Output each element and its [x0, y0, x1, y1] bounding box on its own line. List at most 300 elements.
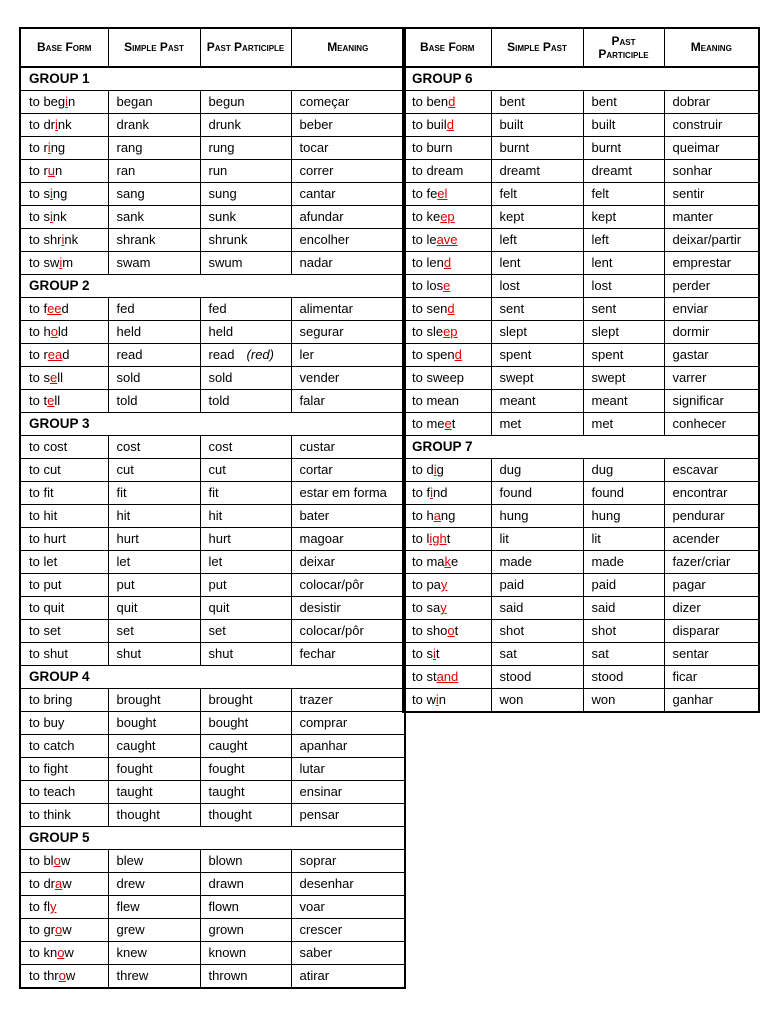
- simple-past-cell: spent: [491, 344, 583, 367]
- simple-past-cell: felt: [491, 183, 583, 206]
- highlighted-letters: e: [444, 416, 452, 431]
- highlighted-letters: i: [435, 692, 439, 707]
- base-form-prefix: to buy: [29, 715, 65, 730]
- past-participle-cell: [200, 390, 291, 413]
- base-form-cell: [403, 229, 491, 252]
- table-row: [403, 206, 759, 229]
- simple-past-cell: shut: [108, 643, 200, 666]
- header-past-participle: Past Participle: [583, 28, 664, 67]
- past-participle-text: paid: [591, 577, 617, 592]
- base-form-cell: [20, 183, 108, 206]
- past-participle-text: said: [591, 600, 616, 615]
- past-participle-cell: [200, 206, 291, 229]
- highlighted-letters: i: [55, 117, 58, 132]
- past-participle-cell: [200, 252, 291, 275]
- meaning-cell: sentar: [664, 643, 759, 666]
- simple-past-cell: brought: [108, 689, 200, 712]
- base-form-cell: [20, 689, 108, 712]
- simple-past-cell: hurt: [108, 528, 200, 551]
- past-participle-text: lost: [591, 278, 612, 293]
- group-title: GROUP 3: [20, 413, 405, 436]
- table-row: [403, 574, 759, 597]
- base-form-suffix: ld: [57, 324, 69, 339]
- simple-past-cell: burnt: [491, 137, 583, 160]
- table-row: [20, 597, 405, 620]
- base-form-cell: [20, 505, 108, 528]
- base-form-suffix: g: [436, 462, 444, 477]
- past-participle-cell: [200, 459, 291, 482]
- simple-past-cell: held: [108, 321, 200, 344]
- table-row: [403, 482, 759, 505]
- base-form-cell: [403, 413, 491, 436]
- past-participle-cell: [200, 160, 291, 183]
- simple-past-cell: blew: [108, 850, 200, 873]
- past-participle-text: sung: [208, 186, 237, 201]
- base-form-cell: [20, 91, 108, 114]
- meaning-cell: dobrar: [664, 91, 759, 114]
- table-row: [403, 459, 759, 482]
- base-form-cell: [20, 252, 108, 275]
- simple-past-cell: dreamt: [491, 160, 583, 183]
- base-form-prefix: to teach: [29, 784, 76, 799]
- simple-past-cell: slept: [491, 321, 583, 344]
- meaning-cell: lutar: [291, 758, 405, 781]
- highlighted-letters: igh: [429, 531, 447, 546]
- past-participle-text: drawn: [208, 876, 244, 891]
- meaning-cell: dormir: [664, 321, 759, 344]
- base-form-suffix: e: [451, 554, 459, 569]
- simple-past-cell: sold: [108, 367, 200, 390]
- meaning-cell: varrer: [664, 367, 759, 390]
- base-form-prefix: to r: [29, 347, 48, 362]
- base-form-prefix: to sho: [412, 623, 448, 638]
- past-participle-cell: [200, 942, 291, 965]
- past-participle-text: built: [591, 117, 616, 132]
- base-form-suffix: nk: [57, 117, 72, 132]
- highlighted-letters: u: [47, 163, 56, 178]
- table-row: [403, 344, 759, 367]
- meaning-cell: comprar: [291, 712, 405, 735]
- base-form-suffix: ng: [440, 508, 456, 523]
- highlighted-letters: i: [59, 255, 63, 270]
- base-form-cell: [20, 528, 108, 551]
- highlighted-letters: a: [55, 876, 63, 891]
- simple-past-cell: sat: [491, 643, 583, 666]
- past-participle-cell: [583, 528, 664, 551]
- base-form-prefix: to bring: [29, 692, 73, 707]
- meaning-cell: alimentar: [291, 298, 405, 321]
- past-participle-cell: [583, 459, 664, 482]
- past-participle-text: let: [208, 554, 223, 569]
- base-form-prefix: to hurt: [29, 531, 66, 546]
- past-participle-text: rung: [208, 140, 235, 155]
- group-row: [403, 436, 759, 459]
- base-form-prefix: to los: [412, 278, 444, 293]
- past-participle-cell: [583, 160, 664, 183]
- base-form-prefix: to burn: [412, 140, 453, 155]
- highlighted-letters: and: [436, 669, 459, 684]
- highlighted-letters: i: [65, 94, 69, 109]
- base-form-prefix: to fl: [29, 899, 50, 914]
- base-form-prefix: to dr: [29, 117, 56, 132]
- highlighted-letters: e: [47, 393, 55, 408]
- simple-past-cell: caught: [108, 735, 200, 758]
- past-participle-cell: [200, 919, 291, 942]
- meaning-cell: encontrar: [664, 482, 759, 505]
- past-participle-text: taught: [208, 784, 245, 799]
- simple-past-cell: knew: [108, 942, 200, 965]
- base-form-suffix: ll: [54, 393, 61, 408]
- base-form-prefix: to sweep: [412, 370, 465, 385]
- meaning-cell: gastar: [664, 344, 759, 367]
- simple-past-cell: shot: [491, 620, 583, 643]
- header-simple-past: Simple Past: [108, 28, 200, 67]
- base-form-prefix: to len: [412, 255, 444, 270]
- base-form-cell: [20, 229, 108, 252]
- past-participle-cell: [200, 781, 291, 804]
- past-participle-cell: [200, 229, 291, 252]
- meaning-cell: fechar: [291, 643, 405, 666]
- highlighted-letters: ep: [443, 324, 458, 339]
- past-participle-text: shut: [208, 646, 234, 661]
- meaning-cell: enviar: [664, 298, 759, 321]
- table-row: [20, 114, 405, 137]
- meaning-cell: crescer: [291, 919, 405, 942]
- past-participle-cell: [200, 298, 291, 321]
- simple-past-cell: fought: [108, 758, 200, 781]
- table-row: [403, 229, 759, 252]
- simple-past-cell: made: [491, 551, 583, 574]
- base-form-cell: [20, 459, 108, 482]
- past-participle-text: told: [208, 393, 230, 408]
- table-row: [403, 275, 759, 298]
- past-participle-cell: [200, 896, 291, 919]
- base-form-suffix: ng: [50, 140, 66, 155]
- table-row: [20, 643, 405, 666]
- past-participle-text: known: [208, 945, 247, 960]
- base-form-prefix: to ben: [412, 94, 449, 109]
- header-simple-past: Simple Past: [491, 28, 583, 67]
- base-form-cell: [20, 551, 108, 574]
- meaning-cell: pendurar: [664, 505, 759, 528]
- past-participle-cell: [200, 873, 291, 896]
- past-participle-cell: [200, 367, 291, 390]
- past-participle-cell: [583, 666, 664, 689]
- past-participle-text: fought: [208, 761, 245, 776]
- simple-past-cell: thought: [108, 804, 200, 827]
- table-row: [403, 367, 759, 390]
- base-form-prefix: to s: [29, 209, 50, 224]
- past-participle-cell: [583, 298, 664, 321]
- base-form-cell: [20, 137, 108, 160]
- base-form-cell: [403, 275, 491, 298]
- past-participle-cell: [200, 735, 291, 758]
- table-row: [20, 229, 405, 252]
- base-form-prefix: to put: [29, 577, 62, 592]
- highlighted-letters: d: [443, 255, 452, 270]
- base-form-cell: [20, 850, 108, 873]
- table-row: [20, 574, 405, 597]
- table-row: [403, 666, 759, 689]
- highlighted-letters: d: [454, 347, 462, 362]
- table-row: [20, 712, 405, 735]
- table-row: [403, 321, 759, 344]
- table-row: [403, 689, 759, 713]
- group-row: [20, 413, 405, 436]
- base-form-prefix: to sa: [412, 600, 441, 615]
- past-participle-cell: [583, 367, 664, 390]
- base-form-cell: [20, 873, 108, 896]
- meaning-cell: voar: [291, 896, 405, 919]
- table-row: [20, 781, 405, 804]
- past-participle-text: hung: [591, 508, 621, 523]
- highlighted-letters: i: [61, 232, 65, 247]
- base-form-suffix: d: [62, 347, 70, 362]
- table-row: [403, 528, 759, 551]
- base-form-cell: [20, 620, 108, 643]
- meaning-cell: conhecer: [664, 413, 759, 436]
- past-participle-text: swum: [208, 255, 243, 270]
- base-form-cell: [20, 758, 108, 781]
- past-participle-text: lent: [591, 255, 613, 270]
- simple-past-cell: fit: [108, 482, 200, 505]
- past-participle-cell: [200, 551, 291, 574]
- meaning-cell: fazer/criar: [664, 551, 759, 574]
- meaning-cell: estar em forma: [291, 482, 405, 505]
- past-participle-text: made: [591, 554, 625, 569]
- header-base-form: Base Form: [403, 28, 491, 67]
- highlighted-letters: o: [55, 922, 63, 937]
- base-form-suffix: nk: [64, 232, 79, 247]
- past-participle-text: bent: [591, 94, 617, 109]
- meaning-cell: encolher: [291, 229, 405, 252]
- table-row: [20, 183, 405, 206]
- table-row: [403, 597, 759, 620]
- table-row: [20, 528, 405, 551]
- meaning-cell: beber: [291, 114, 405, 137]
- highlighted-letters: i: [430, 485, 433, 500]
- simple-past-cell: rang: [108, 137, 200, 160]
- base-form-prefix: to sw: [29, 255, 60, 270]
- past-participle-text: read: [208, 347, 235, 362]
- base-form-suffix: n: [438, 692, 446, 707]
- simple-past-cell: let: [108, 551, 200, 574]
- base-form-cell: [20, 114, 108, 137]
- base-form-prefix: to w: [412, 692, 436, 707]
- simple-past-cell: told: [108, 390, 200, 413]
- base-form-cell: [403, 321, 491, 344]
- table-row: [20, 436, 405, 459]
- base-form-cell: [20, 344, 108, 367]
- simple-past-cell: swept: [491, 367, 583, 390]
- past-participle-text: dug: [591, 462, 614, 477]
- table-row: [20, 459, 405, 482]
- base-form-cell: [20, 482, 108, 505]
- past-participle-text: slept: [591, 324, 619, 339]
- past-participle-cell: [200, 482, 291, 505]
- base-form-prefix: to fit: [29, 485, 54, 500]
- meaning-cell: apanhar: [291, 735, 405, 758]
- table-row: [403, 390, 759, 413]
- past-participle-cell: [583, 229, 664, 252]
- past-participle-cell: [200, 574, 291, 597]
- base-form-prefix: to d: [412, 462, 434, 477]
- base-form-cell: [403, 367, 491, 390]
- group-title: GROUP 7: [403, 436, 759, 459]
- past-participle-text: kept: [591, 209, 617, 224]
- base-form-cell: [403, 459, 491, 482]
- past-participle-text: sunk: [208, 209, 236, 224]
- base-form-cell: [403, 689, 491, 713]
- past-participle-cell: [200, 620, 291, 643]
- base-form-cell: [403, 206, 491, 229]
- group-title: GROUP 6: [403, 67, 759, 91]
- base-form-prefix: to dream: [412, 163, 464, 178]
- simple-past-cell: put: [108, 574, 200, 597]
- group-row: [20, 666, 405, 689]
- header-meaning: Meaning: [291, 28, 405, 67]
- table-row: [20, 758, 405, 781]
- simple-past-cell: found: [491, 482, 583, 505]
- past-participle-text: bought: [208, 715, 249, 730]
- base-form-prefix: to s: [412, 646, 433, 661]
- meaning-cell: construir: [664, 114, 759, 137]
- simple-past-cell: met: [491, 413, 583, 436]
- past-participle-cell: [200, 344, 291, 367]
- base-form-cell: [403, 620, 491, 643]
- meaning-cell: queimar: [664, 137, 759, 160]
- past-participle-cell: [200, 114, 291, 137]
- past-participle-text: brought: [208, 692, 253, 707]
- base-form-suffix: t: [451, 416, 456, 431]
- table-row: [20, 850, 405, 873]
- table-row: [20, 206, 405, 229]
- past-participle-text: set: [208, 623, 226, 638]
- highlighted-letters: i: [47, 140, 51, 155]
- simple-past-cell: stood: [491, 666, 583, 689]
- past-participle-text: begun: [208, 94, 245, 109]
- base-form-cell: [20, 781, 108, 804]
- base-form-cell: [403, 528, 491, 551]
- base-form-prefix: to le: [412, 232, 437, 247]
- table-row: [403, 160, 759, 183]
- table-row: [20, 965, 405, 989]
- meaning-cell: manter: [664, 206, 759, 229]
- past-participle-text: caught: [208, 738, 248, 753]
- base-form-prefix: to st: [412, 669, 437, 684]
- base-form-suffix: nk: [52, 209, 67, 224]
- verb-table-right: [402, 27, 760, 713]
- header-base-form: Base Form: [20, 28, 108, 67]
- base-form-cell: [403, 666, 491, 689]
- past-participle-text: burnt: [591, 140, 622, 155]
- highlighted-letters: d: [446, 117, 454, 132]
- past-participle-text: hurt: [208, 531, 231, 546]
- meaning-cell: deixar: [291, 551, 405, 574]
- highlighted-letters: ep: [440, 209, 455, 224]
- past-participle-cell: [583, 137, 664, 160]
- table-row: [20, 919, 405, 942]
- past-participle-text: found: [591, 485, 625, 500]
- table-row: [20, 367, 405, 390]
- base-form-suffix: nd: [432, 485, 448, 500]
- meaning-cell: desistir: [291, 597, 405, 620]
- highlighted-letters: d: [447, 301, 455, 316]
- base-form-prefix: to hit: [29, 508, 58, 523]
- highlighted-letters: o: [58, 968, 66, 983]
- meaning-cell: saber: [291, 942, 405, 965]
- table-row: [403, 114, 759, 137]
- past-participle-text: drunk: [208, 117, 242, 132]
- simple-past-cell: sang: [108, 183, 200, 206]
- base-form-cell: [20, 367, 108, 390]
- base-form-suffix: w: [64, 945, 74, 960]
- base-form-suffix: w: [65, 968, 76, 983]
- table-row: [20, 344, 405, 367]
- past-participle-text: hit: [208, 508, 223, 523]
- base-form-prefix: to pa: [412, 577, 441, 592]
- meaning-cell: correr: [291, 160, 405, 183]
- highlighted-letters: k: [444, 554, 452, 569]
- header-past-participle: Past Participle: [200, 28, 291, 67]
- table-row: [403, 91, 759, 114]
- base-form-cell: [20, 896, 108, 919]
- past-participle-text: stood: [591, 669, 624, 684]
- base-form-cell: [403, 505, 491, 528]
- past-participle-text: run: [208, 163, 228, 178]
- past-participle-text: swept: [591, 370, 626, 385]
- past-participle-cell: [200, 528, 291, 551]
- past-participle-text: sold: [208, 370, 233, 385]
- table-row: [20, 735, 405, 758]
- table-row: [20, 505, 405, 528]
- past-participle-cell: [583, 344, 664, 367]
- base-form-suffix: m: [62, 255, 74, 270]
- simple-past-cell: sank: [108, 206, 200, 229]
- highlighted-letters: o: [53, 853, 61, 868]
- meaning-cell: atirar: [291, 965, 405, 989]
- past-participle-cell: [583, 574, 664, 597]
- base-form-cell: [403, 252, 491, 275]
- past-participle-cell: [200, 712, 291, 735]
- base-form-cell: [20, 643, 108, 666]
- past-participle-cell: [583, 689, 664, 713]
- base-form-cell: [20, 390, 108, 413]
- group-row: [403, 67, 759, 91]
- verb-table-left: [19, 27, 406, 989]
- meaning-cell: sonhar: [664, 160, 759, 183]
- past-participle-cell: [583, 252, 664, 275]
- past-participle-cell: [583, 551, 664, 574]
- past-participle-text: spent: [591, 347, 624, 362]
- group-title: GROUP 2: [20, 275, 405, 298]
- group-title: GROUP 4: [20, 666, 405, 689]
- table-row: [20, 689, 405, 712]
- meaning-cell: cantar: [291, 183, 405, 206]
- base-form-prefix: to t: [29, 393, 48, 408]
- table-row: [20, 482, 405, 505]
- meaning-cell: dizer: [664, 597, 759, 620]
- simple-past-cell: grew: [108, 919, 200, 942]
- table-row: [20, 252, 405, 275]
- base-form-prefix: to l: [412, 531, 430, 546]
- past-participle-cell: [583, 114, 664, 137]
- meaning-cell: pagar: [664, 574, 759, 597]
- base-form-prefix: to sle: [412, 324, 444, 339]
- past-participle-text: held: [208, 324, 234, 339]
- base-form-cell: [20, 321, 108, 344]
- base-form-prefix: to sen: [412, 301, 448, 316]
